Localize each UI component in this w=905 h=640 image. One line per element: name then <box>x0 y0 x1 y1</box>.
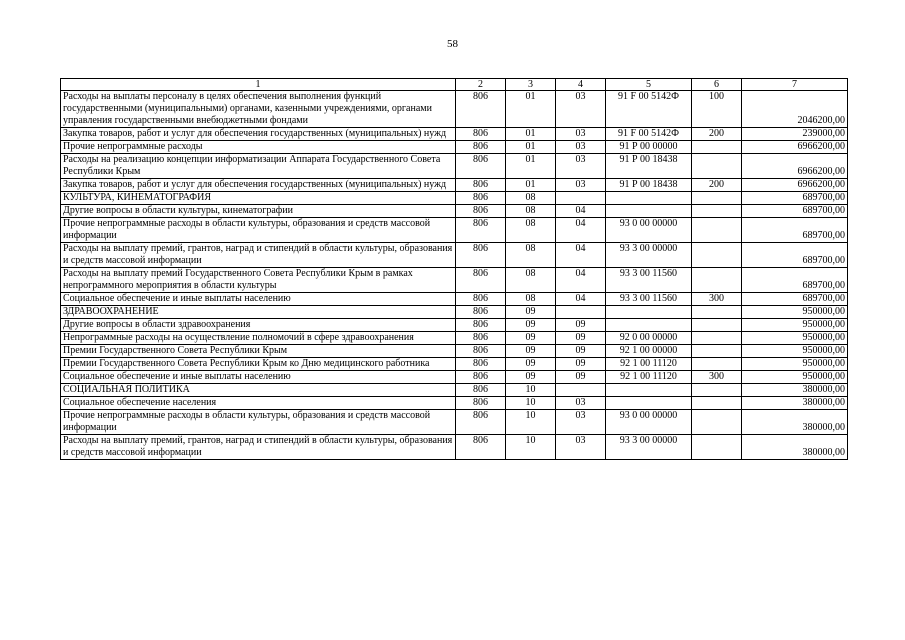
amount-cell: 950000,00 <box>742 345 848 358</box>
expense-type-cell <box>692 141 742 154</box>
expense-type-cell: 200 <box>692 128 742 141</box>
section-code-cell: 08 <box>506 192 556 205</box>
table-row <box>61 128 848 141</box>
table-row <box>61 268 848 293</box>
subsection-code-cell: 03 <box>556 154 606 179</box>
subsection-code-cell <box>556 384 606 397</box>
amount-cell: 950000,00 <box>742 319 848 332</box>
expense-type-cell: 200 <box>692 179 742 192</box>
section-code-cell: 10 <box>506 435 556 460</box>
column-header-2: 2 <box>456 79 506 91</box>
section-code-cell: 08 <box>506 205 556 218</box>
target-article-cell <box>606 319 692 332</box>
section-code-cell: 01 <box>506 179 556 192</box>
ministry-code-cell: 806 <box>456 332 506 345</box>
table-row <box>61 319 848 332</box>
table-row <box>61 218 848 243</box>
expense-name-cell: Закупка товаров, работ и услуг для обеспечения государственных (муниципальных) нужд <box>61 179 456 192</box>
expense-name-cell: Премии Государственного Совета Республики Крым ко Дню медицинского работника <box>61 358 456 371</box>
amount-cell: 239000,00 <box>742 128 848 141</box>
expense-name-cell: СОЦИАЛЬНАЯ ПОЛИТИКА <box>61 384 456 397</box>
expense-name-cell: Другие вопросы в области культуры, кинематографии <box>61 205 456 218</box>
section-code-cell: 01 <box>506 141 556 154</box>
budget-table <box>60 78 848 460</box>
table-row <box>61 243 848 268</box>
target-article-cell: 93 3 00 00000 <box>606 435 692 460</box>
section-code-cell: 01 <box>506 154 556 179</box>
section-code-cell: 10 <box>506 384 556 397</box>
column-header-3: 3 <box>506 79 556 91</box>
ministry-code-cell: 806 <box>456 397 506 410</box>
expense-name-cell: Расходы на реализацию концепции информатизации Аппарата Государственного Совета Республики Крым <box>61 154 456 179</box>
target-article-cell: 91 Р 00 00000 <box>606 141 692 154</box>
column-header-7: 7 <box>742 79 848 91</box>
subsection-code-cell: 09 <box>556 319 606 332</box>
section-code-cell: 10 <box>506 397 556 410</box>
expense-type-cell <box>692 243 742 268</box>
ministry-code-cell: 806 <box>456 243 506 268</box>
expense-type-cell <box>692 397 742 410</box>
subsection-code-cell <box>556 192 606 205</box>
expense-name-cell: Социальное обеспечение населения <box>61 397 456 410</box>
table-row <box>61 358 848 371</box>
expense-type-cell <box>692 345 742 358</box>
section-code-cell: 08 <box>506 293 556 306</box>
expense-name-cell: Премии Государственного Совета Республики Крым <box>61 345 456 358</box>
ministry-code-cell: 806 <box>456 319 506 332</box>
expense-name-cell: Прочие непрограммные расходы <box>61 141 456 154</box>
ministry-code-cell: 806 <box>456 218 506 243</box>
expense-name-cell: Закупка товаров, работ и услуг для обеспечения государственных (муниципальных) нужд <box>61 128 456 141</box>
section-code-cell: 09 <box>506 319 556 332</box>
column-header-6: 6 <box>692 79 742 91</box>
subsection-code-cell: 04 <box>556 243 606 268</box>
target-article-cell <box>606 384 692 397</box>
section-code-cell: 08 <box>506 218 556 243</box>
section-code-cell: 01 <box>506 128 556 141</box>
subsection-code-cell: 04 <box>556 205 606 218</box>
expense-name-cell: Расходы на выплату премий, грантов, наград и стипендий в области культуры, образования и средств массовой информации <box>61 243 456 268</box>
expense-type-cell: 300 <box>692 371 742 384</box>
amount-cell: 380000,00 <box>742 397 848 410</box>
subsection-code-cell <box>556 306 606 319</box>
subsection-code-cell: 03 <box>556 141 606 154</box>
amount-cell: 950000,00 <box>742 371 848 384</box>
ministry-code-cell: 806 <box>456 91 506 128</box>
section-code-cell: 10 <box>506 410 556 435</box>
ministry-code-cell: 806 <box>456 384 506 397</box>
expense-name-cell: Расходы на выплату премий, грантов, наград и стипендий в области культуры, образования и средств массовой информации <box>61 435 456 460</box>
subsection-code-cell: 04 <box>556 268 606 293</box>
section-code-cell: 09 <box>506 306 556 319</box>
amount-cell: 689700,00 <box>742 192 848 205</box>
expense-name-cell: Социальное обеспечение и иные выплаты населению <box>61 371 456 384</box>
ministry-code-cell: 806 <box>456 293 506 306</box>
target-article-cell: 91 Р 00 18438 <box>606 154 692 179</box>
table-row <box>61 306 848 319</box>
amount-cell: 689700,00 <box>742 268 848 293</box>
expense-type-cell <box>692 319 742 332</box>
subsection-code-cell: 09 <box>556 358 606 371</box>
expense-name-cell: Социальное обеспечение и иные выплаты населению <box>61 293 456 306</box>
target-article-cell: 93 3 00 00000 <box>606 243 692 268</box>
expense-name-cell: Расходы на выплату премий Государственного Совета Республики Крым в рамках непрограммного мероприятия в области культуры <box>61 268 456 293</box>
table-row <box>61 332 848 345</box>
table-row <box>61 91 848 128</box>
expense-type-cell <box>692 154 742 179</box>
amount-cell: 2046200,00 <box>742 91 848 128</box>
amount-cell: 380000,00 <box>742 384 848 397</box>
target-article-cell <box>606 306 692 319</box>
target-article-cell: 92 0 00 00000 <box>606 332 692 345</box>
section-code-cell: 09 <box>506 358 556 371</box>
amount-cell: 689700,00 <box>742 205 848 218</box>
target-article-cell: 93 0 00 00000 <box>606 410 692 435</box>
ministry-code-cell: 806 <box>456 141 506 154</box>
expense-name-cell: Другие вопросы в области здравоохранения <box>61 319 456 332</box>
ministry-code-cell: 806 <box>456 128 506 141</box>
amount-cell: 950000,00 <box>742 306 848 319</box>
ministry-code-cell: 806 <box>456 268 506 293</box>
section-code-cell: 01 <box>506 91 556 128</box>
ministry-code-cell: 806 <box>456 358 506 371</box>
table-row <box>61 345 848 358</box>
table-row <box>61 141 848 154</box>
table-row <box>61 384 848 397</box>
expense-name-cell: Расходы на выплаты персоналу в целях обеспечения выполнения функций государственными (муниципальными) органами, казенными учреждениями, органами управления государственными внебюджетными фондами <box>61 91 456 128</box>
subsection-code-cell: 03 <box>556 435 606 460</box>
target-article-cell: 91 F 00 5142Ф <box>606 91 692 128</box>
amount-cell: 380000,00 <box>742 410 848 435</box>
target-article-cell <box>606 397 692 410</box>
expense-type-cell <box>692 435 742 460</box>
table-row <box>61 179 848 192</box>
expense-type-cell <box>692 192 742 205</box>
subsection-code-cell: 09 <box>556 371 606 384</box>
table-row <box>61 410 848 435</box>
table-row <box>61 154 848 179</box>
target-article-cell: 91 Р 00 18438 <box>606 179 692 192</box>
amount-cell: 689700,00 <box>742 243 848 268</box>
ministry-code-cell: 806 <box>456 435 506 460</box>
expense-type-cell <box>692 268 742 293</box>
section-code-cell: 09 <box>506 371 556 384</box>
table-row <box>61 205 848 218</box>
column-header-5: 5 <box>606 79 692 91</box>
expense-type-cell <box>692 358 742 371</box>
ministry-code-cell: 806 <box>456 345 506 358</box>
amount-cell: 380000,00 <box>742 435 848 460</box>
subsection-code-cell: 03 <box>556 128 606 141</box>
ministry-code-cell: 806 <box>456 179 506 192</box>
section-code-cell: 08 <box>506 268 556 293</box>
subsection-code-cell: 04 <box>556 218 606 243</box>
expense-type-cell: 100 <box>692 91 742 128</box>
expense-name-cell: ЗДРАВООХРАНЕНИЕ <box>61 306 456 319</box>
amount-cell: 689700,00 <box>742 293 848 306</box>
amount-cell: 689700,00 <box>742 218 848 243</box>
subsection-code-cell: 04 <box>556 293 606 306</box>
table-row <box>61 397 848 410</box>
expense-type-cell <box>692 205 742 218</box>
expense-name-cell: Прочие непрограммные расходы в области культуры, образования и средств массовой информации <box>61 218 456 243</box>
expense-name-cell: Прочие непрограммные расходы в области культуры, образования и средств массовой информации <box>61 410 456 435</box>
amount-cell: 6966200,00 <box>742 179 848 192</box>
target-article-cell: 92 1 00 11120 <box>606 358 692 371</box>
ministry-code-cell: 806 <box>456 410 506 435</box>
ministry-code-cell: 806 <box>456 192 506 205</box>
expense-name-cell: КУЛЬТУРА, КИНЕМАТОГРАФИЯ <box>61 192 456 205</box>
amount-cell: 6966200,00 <box>742 141 848 154</box>
expense-name-cell: Непрограммные расходы на осуществление полномочий в сфере здравоохранения <box>61 332 456 345</box>
section-code-cell: 09 <box>506 332 556 345</box>
section-code-cell: 09 <box>506 345 556 358</box>
column-number-row <box>61 79 848 91</box>
ministry-code-cell: 806 <box>456 306 506 319</box>
table-row <box>61 293 848 306</box>
target-article-cell <box>606 205 692 218</box>
target-article-cell: 93 0 00 00000 <box>606 218 692 243</box>
target-article-cell: 93 3 00 11560 <box>606 268 692 293</box>
target-article-cell: 92 1 00 11120 <box>606 371 692 384</box>
ministry-code-cell: 806 <box>456 371 506 384</box>
subsection-code-cell: 09 <box>556 345 606 358</box>
section-code-cell: 08 <box>506 243 556 268</box>
page-number: 58 <box>447 38 458 50</box>
target-article-cell: 92 1 00 00000 <box>606 345 692 358</box>
expense-type-cell: 300 <box>692 293 742 306</box>
column-header-4: 4 <box>556 79 606 91</box>
budget-table-body <box>61 79 848 460</box>
column-header-1: 1 <box>61 79 456 91</box>
expense-type-cell <box>692 218 742 243</box>
amount-cell: 6966200,00 <box>742 154 848 179</box>
target-article-cell: 91 F 00 5142Ф <box>606 128 692 141</box>
amount-cell: 950000,00 <box>742 358 848 371</box>
subsection-code-cell: 09 <box>556 332 606 345</box>
expense-type-cell <box>692 410 742 435</box>
expense-type-cell <box>692 306 742 319</box>
amount-cell: 950000,00 <box>742 332 848 345</box>
subsection-code-cell: 03 <box>556 397 606 410</box>
ministry-code-cell: 806 <box>456 154 506 179</box>
subsection-code-cell: 03 <box>556 91 606 128</box>
ministry-code-cell: 806 <box>456 205 506 218</box>
target-article-cell <box>606 192 692 205</box>
table-row <box>61 192 848 205</box>
subsection-code-cell: 03 <box>556 410 606 435</box>
expense-type-cell <box>692 332 742 345</box>
subsection-code-cell: 03 <box>556 179 606 192</box>
expense-type-cell <box>692 384 742 397</box>
table-row <box>61 435 848 460</box>
target-article-cell: 93 3 00 11560 <box>606 293 692 306</box>
table-row <box>61 371 848 384</box>
